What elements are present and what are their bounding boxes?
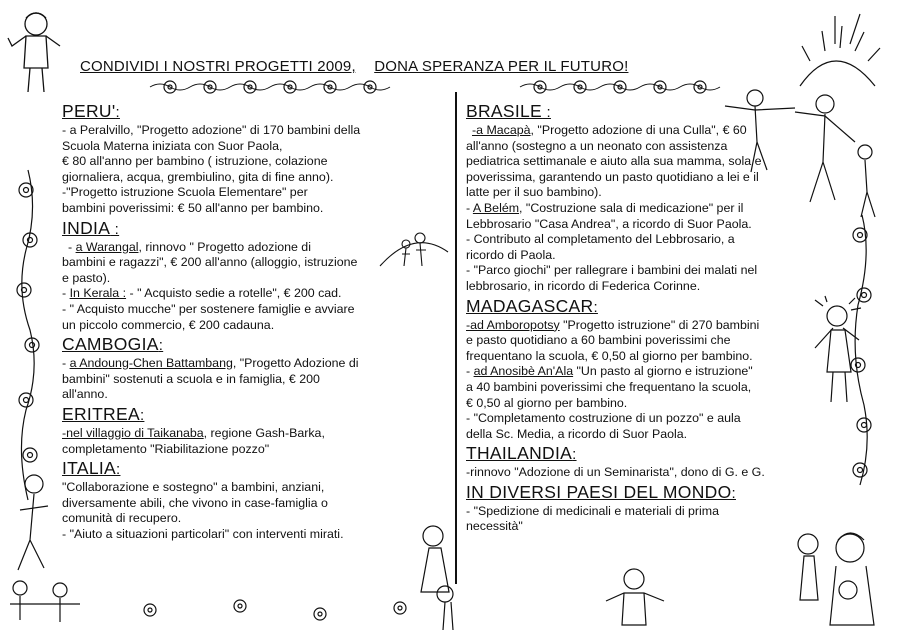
heading-italia: ITALIA: <box>62 458 121 479</box>
heading-brasile: BRASILE : <box>466 101 551 121</box>
family-drawing <box>405 520 485 635</box>
italia-line: "Collaborazione e sostegno" a bambini, anziani, <box>62 480 325 495</box>
brasile-line: ricordo di Paola. <box>466 247 556 262</box>
brasile-line: latte per il suo bambino). <box>466 185 602 200</box>
heading-cambogia: CAMBOGIA: <box>62 334 164 355</box>
flower-garland-left <box>150 78 390 96</box>
italia-line: - "Aiuto a situazioni particolari" con interventi mirati. <box>62 526 344 541</box>
children-dancing-drawing <box>715 82 885 222</box>
brasile-macapa: -a Macapà, "Progetto adozione di una Culla", € 60 <box>472 123 747 137</box>
column-divider <box>455 92 457 584</box>
mondo-line: necessità" <box>466 519 523 534</box>
brasile-line: Lebbrosario "Casa Andrea", a ricordo di Suor Paola. <box>466 216 752 231</box>
india-kerala: - In Kerala : - " Acquisto sedie a rotelle", € 200 cad. <box>62 286 342 301</box>
peru-line: € 80 all'anno per bambino ( istruzione, colazione <box>62 154 328 169</box>
italia-line: comunità di recupero. <box>62 511 182 526</box>
brasile-line: all'anno (sostegno a un neonato con assistenza <box>466 138 728 153</box>
india-line: e pasto). <box>62 270 111 285</box>
peru-line: bambini poverissimi: € 50 all'anno per bambino. <box>62 200 324 215</box>
brasile-line: poverissima, garantendo un pasto quotidiano a lei e il <box>466 169 759 184</box>
section-cambogia <box>62 334 452 403</box>
brasile-belem: - A Belém, "Costruzione sala di medicazione" per il <box>466 200 744 215</box>
italia-line: diversamente abili, che vivono in case-famiglia o <box>62 495 328 510</box>
peru-line: - a Peralvillo, "Progetto adozione" di 170 bambini della <box>62 123 361 137</box>
heading-mondo: IN DIVERSI PAESI DEL MONDO: <box>466 481 736 502</box>
brasile-line: lebbrosario, in ricordo di Federica Corinne. <box>466 278 701 293</box>
madagascar-line: € 0,50 al giorno per bambino. <box>466 395 628 410</box>
section-mondo <box>466 482 836 535</box>
section-madagascar <box>466 296 836 443</box>
boy-drawing <box>600 565 670 637</box>
madagascar-line: - "Completamento costruzione di un pozzo" e aula <box>466 411 741 426</box>
child-drawing-icon <box>4 6 64 96</box>
cambogia-place: - a Andoung-Chen Battambang, "Progetto Adozione di <box>62 356 359 371</box>
left-column <box>62 100 452 542</box>
heading-thailandia: THAILANDIA: <box>466 443 577 464</box>
heading-peru: PERU': <box>62 101 120 121</box>
peru-line: -"Progetto istruzione Scuola Elementare" per <box>62 185 308 200</box>
girl-drawing <box>805 296 865 406</box>
cambogia-line: bambini" sostenuti a scuola e in famiglia, € 200 <box>62 371 320 386</box>
title-left: CONDIVIDI I NOSTRI PROGETTI 2009, <box>80 58 356 75</box>
flower-garland-right <box>520 78 720 96</box>
madagascar-line: a 40 bambini poverissimi che frequentano la scuola, <box>466 379 752 394</box>
brasile-line: pediatrica settimanale e aiuto alla sua mamma, sola e <box>466 154 762 169</box>
thailandia-line: -rinnovo "Adozione di un Seminarista", dono di G. e G. <box>466 465 765 480</box>
brasile-line: - "Parco giochi" per rallegrare i bambini dei malati nel <box>466 263 758 278</box>
brasile-line: - Contributo al completamento del Lebbrosario, a <box>466 232 735 247</box>
madagascar-place1: -ad Amboropotsy "Progetto istruzione" di 270 bambini <box>466 317 760 332</box>
madagascar-line: della Sc. Media, a ricordo di Suor Paola. <box>466 426 688 441</box>
section-italia <box>62 458 452 542</box>
children-hill-drawing <box>380 222 448 272</box>
peru-line: Scuola Materna iniziata con Suor Paola, <box>62 138 283 153</box>
flower-vine-left <box>8 170 48 500</box>
heading-eritrea: ERITREA: <box>62 403 145 424</box>
heading-india: INDIA : <box>62 217 120 238</box>
india-line: - " Acquisto mucche" per sostenere famiglie e avviare <box>62 301 355 316</box>
title-right: DONA SPERANZA PER IL FUTURO! <box>374 58 629 75</box>
cambogia-line: all'anno. <box>62 387 108 402</box>
heading-madagascar: MADAGASCAR: <box>466 295 598 316</box>
eritrea-line: completamento "Riabilitazione pozzo" <box>62 441 270 456</box>
children-playing-drawing <box>0 470 90 635</box>
children-group-drawing <box>790 530 895 635</box>
madagascar-line: e pasto quotidiano a 60 bambini poverissimi che <box>466 333 731 348</box>
section-eritrea <box>62 404 452 457</box>
mondo-line: - "Spedizione di medicinali e materiali di prima <box>466 503 720 518</box>
bottom-flowers <box>90 590 590 630</box>
madagascar-place2: - ad Anosibè An'Ala "Un pasto al giorno e istruzione" <box>466 364 753 379</box>
page-title <box>80 58 810 75</box>
section-peru <box>62 101 452 217</box>
section-thailandia <box>466 443 836 481</box>
eritrea-place: -nel villaggio di Taikanaba, regione Gash-Barka, <box>62 425 325 440</box>
india-warangal: - a Warangal, rinnovo " Progetto adozione di <box>68 239 311 254</box>
peru-line: giornaliera, acqua, grembiulino, gita di fine anno). <box>62 169 334 184</box>
madagascar-line: frequentano la scuola, € 0,50 al giorno per bambino. <box>466 348 753 363</box>
india-line: un piccolo commercio, € 200 cadauna. <box>62 317 275 332</box>
india-line: bambini e ragazzi", € 200 all'anno (alloggio, istruzione <box>62 255 358 270</box>
